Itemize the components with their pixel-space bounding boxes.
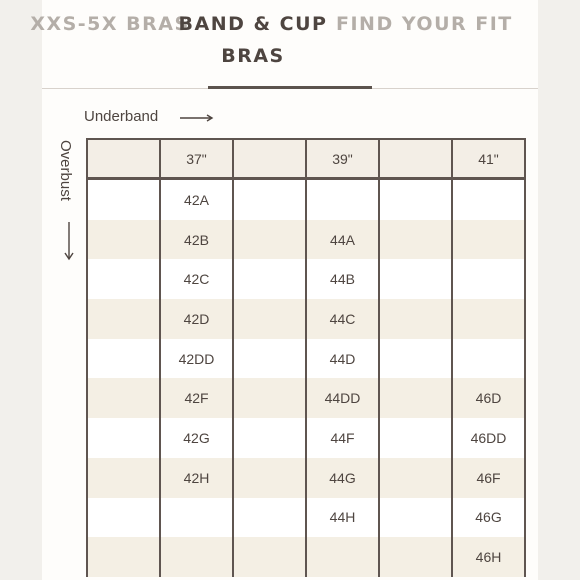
size-cell: [233, 458, 306, 498]
size-row: [87, 299, 525, 339]
size-cell: 42D: [160, 299, 233, 339]
size-row: [87, 220, 525, 260]
arrow-right-icon: [180, 114, 214, 122]
size-cell: 42B: [160, 220, 233, 260]
size-row: [87, 259, 525, 299]
tab-band-and-cup-bras-label: BAND & CUP BRAS: [178, 13, 328, 67]
size-cell: 44F: [306, 418, 379, 458]
size-cell: [452, 179, 525, 220]
size-cell: [87, 299, 160, 339]
tab-find-your-fit[interactable]: FIND YOUR FIT: [336, 13, 513, 35]
size-cell: 46DD: [452, 418, 525, 458]
size-cell: [379, 259, 452, 299]
size-cell: [452, 339, 525, 379]
size-cell: [87, 179, 160, 220]
overbust-axis-label: Overbust: [57, 140, 74, 201]
size-cell: 44DD: [306, 378, 379, 418]
size-cell: [379, 220, 452, 260]
header-cell: [87, 139, 160, 179]
size-cell: 44B: [306, 259, 379, 299]
size-cell: [233, 259, 306, 299]
size-cell: [233, 537, 306, 577]
size-cell: 46D: [452, 378, 525, 418]
size-cell: 42G: [160, 418, 233, 458]
size-cell: [379, 458, 452, 498]
size-cell: [233, 498, 306, 538]
size-cell: 44H: [306, 498, 379, 538]
size-cell: [379, 339, 452, 379]
size-cell: [87, 498, 160, 538]
size-cell: [87, 259, 160, 299]
size-cell: [233, 220, 306, 260]
size-cell: 42A: [160, 179, 233, 220]
size-cell: 46G: [452, 498, 525, 538]
arrow-down-icon: [62, 222, 76, 262]
size-cell: [379, 299, 452, 339]
size-cell: [306, 179, 379, 220]
size-cell: [452, 259, 525, 299]
size-cell: 44C: [306, 299, 379, 339]
size-cell: [379, 418, 452, 458]
size-row: [87, 537, 525, 577]
size-cell: [306, 537, 379, 577]
size-row: [87, 458, 525, 498]
size-cell: 42F: [160, 378, 233, 418]
size-cell: [233, 418, 306, 458]
size-cell: [87, 537, 160, 577]
size-cell: 44A: [306, 220, 379, 260]
size-cell: [452, 220, 525, 260]
size-cell: 42C: [160, 259, 233, 299]
size-cell: [233, 179, 306, 220]
active-tab-indicator: [208, 86, 372, 89]
size-cell: 44D: [306, 339, 379, 379]
size-cell: [160, 498, 233, 538]
size-grid: [86, 138, 526, 577]
size-row: [87, 418, 525, 458]
tab-band-and-cup-bras[interactable]: [176, 8, 330, 72]
size-cell: [87, 378, 160, 418]
header-row: [87, 139, 525, 179]
size-row: [87, 179, 525, 220]
header-cell: 41": [452, 139, 525, 179]
size-cell: [160, 537, 233, 577]
size-cell: [233, 299, 306, 339]
left-margin: [0, 0, 42, 580]
header-cell: [379, 139, 452, 179]
size-row: [87, 339, 525, 379]
size-cell: [87, 418, 160, 458]
size-cell: [379, 498, 452, 538]
header-cell: 37": [160, 139, 233, 179]
size-cell: 42DD: [160, 339, 233, 379]
underband-axis-label: Underband: [84, 108, 159, 125]
size-row: [87, 378, 525, 418]
right-margin: [538, 0, 580, 580]
size-cell: [452, 299, 525, 339]
size-cell: [379, 537, 452, 577]
size-cell: [87, 458, 160, 498]
size-cell: [379, 378, 452, 418]
size-cell: [87, 339, 160, 379]
size-cell: [233, 378, 306, 418]
header-cell: [233, 139, 306, 179]
size-cell: 44G: [306, 458, 379, 498]
size-cell: 46H: [452, 537, 525, 577]
size-cell: [233, 339, 306, 379]
size-cell: [379, 179, 452, 220]
size-cell: 46F: [452, 458, 525, 498]
size-cell: 42H: [160, 458, 233, 498]
size-cell: [87, 220, 160, 260]
size-row: [87, 498, 525, 538]
header-cell: 39": [306, 139, 379, 179]
tab-xxs-5x-bras[interactable]: XXS-5X BRAS: [30, 13, 190, 35]
